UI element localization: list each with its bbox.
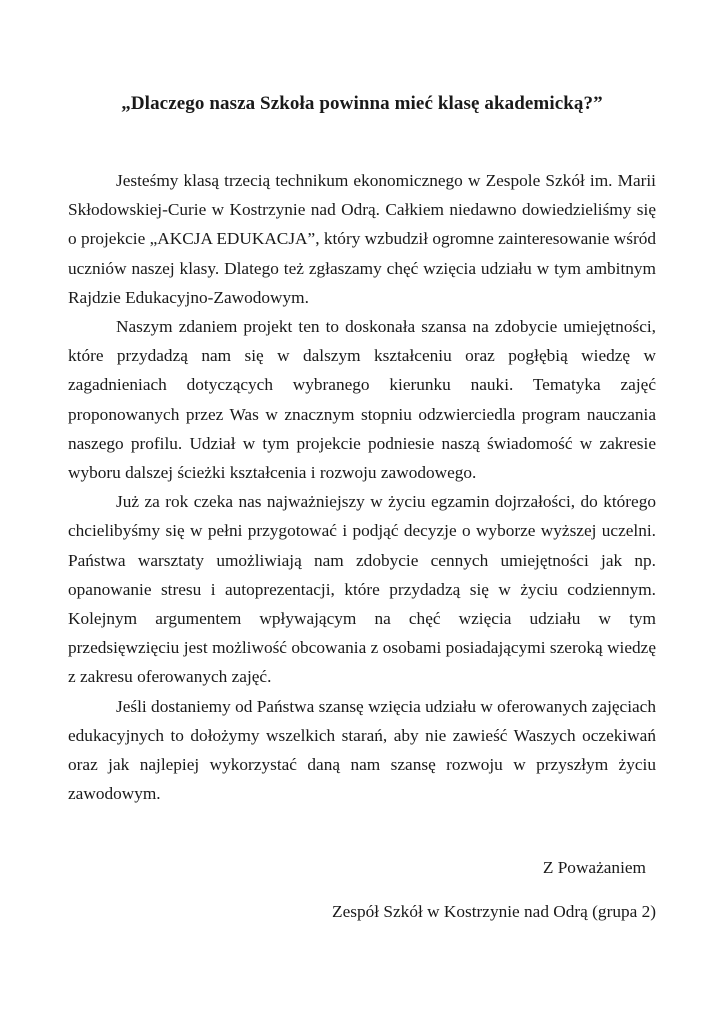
document-title: „Dlaczego nasza Szkoła powinna mieć klasę akademicką?” <box>121 93 603 114</box>
paragraph-3: Już za rok czeka nas najważniejszy w życiu egzamin dojrzałości, do którego chcielibyśmy się w pełni przygotować i podjąć decyzje o wyborze wyższej uczelni. Państwa warsztaty umożliwiają nam zdobycie cennych umiejętności jak np. opanowanie stresu i autoprezentacji, które przydadzą się w życiu codziennym. Kolejnym argumentem wpływającym na chęć wzięcia udziału w tym przedsięwzięciu jest możliwość obcowania z osobami posiadającymi szeroką wiedzę z zakresu oferowanych zajęć. <box>68 492 656 687</box>
paragraph-2: Naszym zdaniem projekt ten to doskonała szansa na zdobycie umiejętności, które przydadzą nam się w dalszym kształceniu oraz pogłębią wiedzę w zagadnieniach dotyczących wybranego kierunku nauki. Tematyka zajęć proponowanych przez Was w znacznym stopniu odzwierciedla program nauczania naszego profilu. Udział w tym projekcie podniesie naszą świadomość w zakresie wyboru dalszej ścieżki kształcenia i rozwoju zawodowego. <box>68 317 656 483</box>
closing-greeting: Z Poważaniem <box>542 858 646 877</box>
signature: Zespół Szkół w Kostrzynie nad Odrą (grupa 2) <box>332 902 656 921</box>
paragraph-4: Jeśli dostaniemy od Państwa szansę wzięcia udziału w oferowanych zajęciach edukacyjnych to dołożymy wszelkich starań, aby nie zawieść Waszych oczekiwań oraz jak najlepiej wykorzystać daną nam szansę rozwoju w przyszłym życiu zawodowym. <box>68 696 656 804</box>
paragraph-1: Jesteśmy klasą trzecią technikum ekonomicznego w Zespole Szkół im. Marii Skłodowskiej-Curie w Kostrzynie nad Odrą. Całkiem niedawno dowiedzieliśmy się o projekcie „AKCJA EDUKACJA”, który wzbudził ogromne zainteresowanie wśród uczniów naszej klasy. Dlatego też zgłaszamy chęć wzięcia udziału w tym ambitnym Rajdzie Edukacyjno-Zawodowym. <box>68 171 656 307</box>
letter-body <box>68 166 656 808</box>
